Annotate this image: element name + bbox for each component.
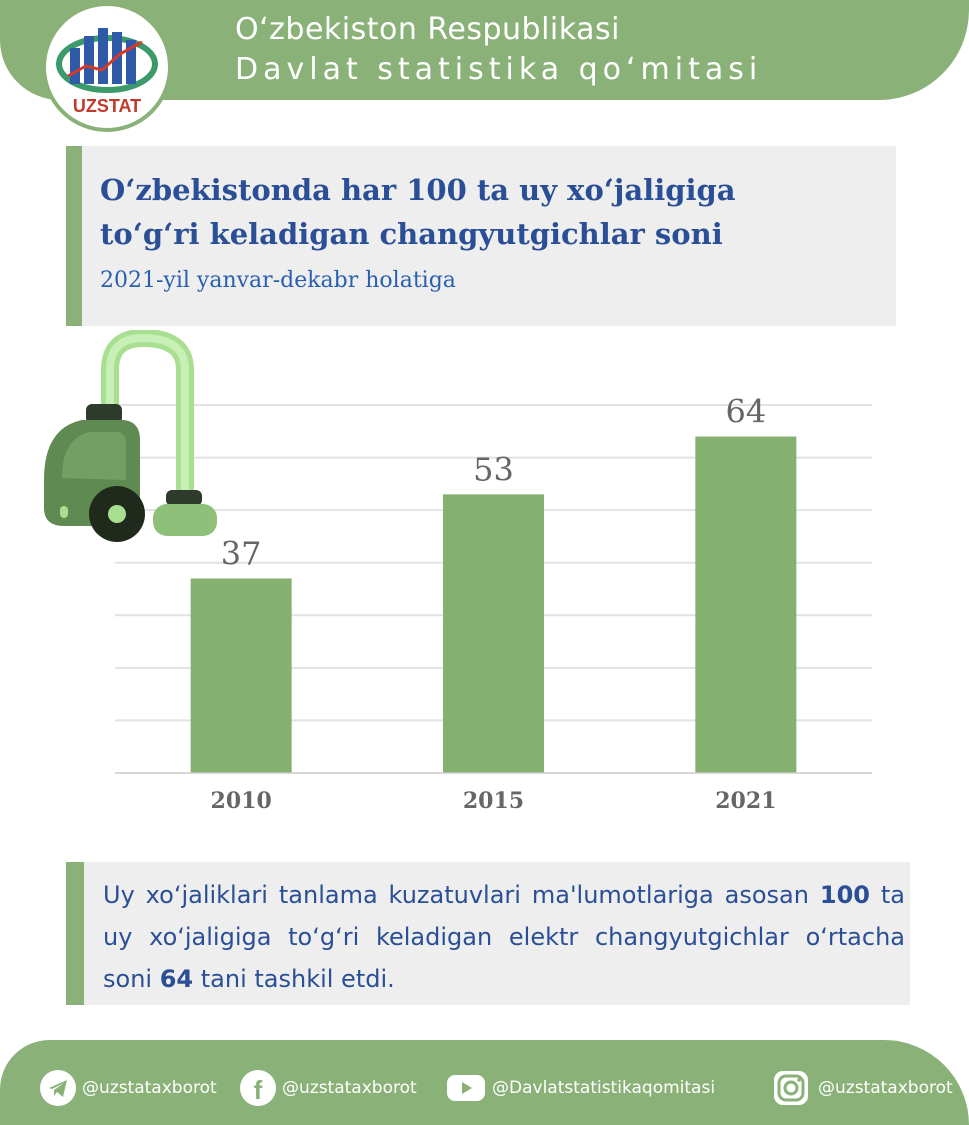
chart-title (100, 168, 880, 256)
data-label-2021: 64 (725, 392, 767, 431)
facebook-link[interactable] (240, 1068, 417, 1108)
bar-2015 (443, 494, 544, 773)
bar-2021 (695, 437, 796, 773)
youtube-handle: @Davlatstatistikaqomitasi (492, 1078, 716, 1098)
data-label-2010: 37 (220, 534, 262, 573)
telegram-icon (40, 1070, 76, 1106)
summary-part2: ta uy xo‘jaligiga to‘g‘ri keladigan elektr changyutgichlar o‘rtacha soni (103, 881, 906, 993)
title-panel (66, 146, 896, 326)
facebook-icon (240, 1070, 276, 1106)
bars (191, 393, 797, 814)
youtube-link[interactable] (446, 1068, 715, 1108)
chart-title-line2: to‘g‘ri keladigan changyutgichlar soni (100, 217, 723, 251)
logo-text: UZSTAT (72, 96, 142, 116)
x-tick-label-2010: 2010 (210, 788, 272, 814)
org-name-line2: Davlat statistika qo‘mitasi (235, 52, 763, 87)
summary-part3: tani tashkil etdi. (193, 965, 395, 993)
x-tick-label-2021: 2021 (715, 788, 777, 814)
summary-text (103, 874, 905, 1000)
youtube-icon (446, 1074, 486, 1102)
instagram-handle: @uzstataxborot (818, 1078, 953, 1098)
bar-chart (0, 330, 969, 830)
chart-subtitle: 2021-yil yanvar-dekabr holatiga (100, 268, 456, 293)
summary-panel (66, 862, 910, 1005)
x-tick-label-2015: 2015 (462, 788, 525, 814)
chart-title-line1: O‘zbekistonda har 100 ta uy xo‘jaligiga (100, 173, 736, 207)
summary-highlight-100: 100 (819, 881, 870, 909)
instagram-link[interactable] (772, 1068, 953, 1108)
summary-part1: Uy xo‘jaliklari tanlama kuzatuvlari ma'lumotlariga asosan (103, 881, 820, 909)
telegram-handle: @uzstataxborot (82, 1078, 217, 1098)
summary-highlight-64: 64 (159, 965, 194, 993)
svg-text:f: f (253, 1075, 263, 1105)
org-name-line1: O‘zbekiston Respublikasi (235, 12, 620, 47)
facebook-handle: @uzstataxborot (282, 1078, 417, 1098)
logo-icon (42, 2, 172, 132)
data-label-2015: 53 (473, 450, 514, 489)
bar-2010 (191, 578, 292, 773)
vacuum-cleaner-icon (44, 338, 217, 542)
instagram-icon (772, 1069, 810, 1107)
telegram-link[interactable] (40, 1068, 217, 1108)
